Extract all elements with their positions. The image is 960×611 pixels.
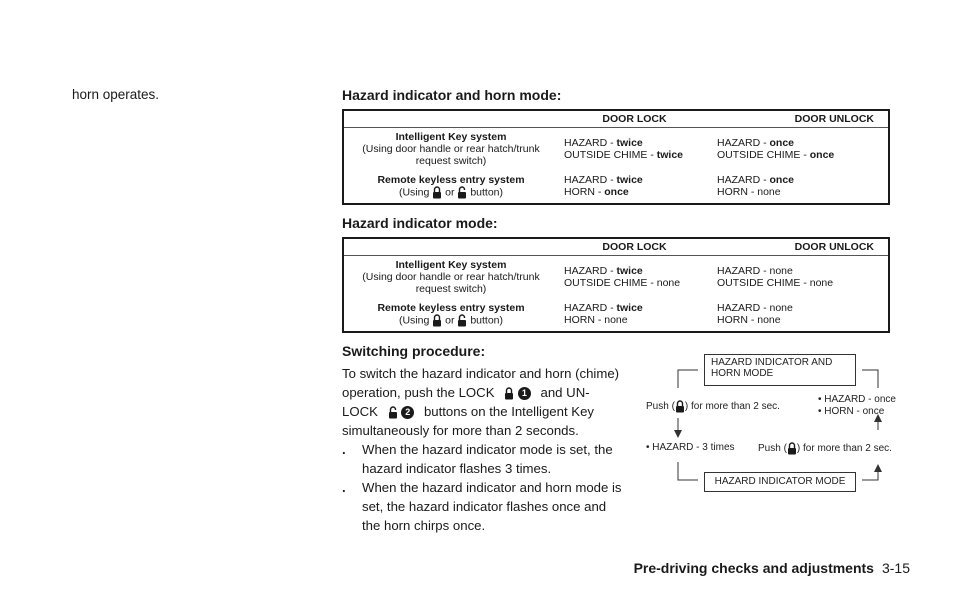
- bullet-item: . When the hazard indicator mode is set, the hazard indicator flashes 3 times.: [342, 442, 613, 476]
- unlock-icon: [457, 186, 467, 199]
- page-number: 3-15: [881, 560, 910, 576]
- lead-text: horn operates.: [72, 87, 160, 102]
- table-row: Intelligent Key system (Using door handle or rear hatch/trunk request switch) HAZARD - twice OUTSIDE CHIME - none HAZARD - none OUTSIDE CHIME - none: [343, 256, 889, 300]
- hazard-table: [342, 237, 890, 333]
- hazard-horn-table: [342, 109, 890, 205]
- section-heading-switching: Switching procedure:: [342, 343, 486, 359]
- section-heading-hazard-horn: Hazard indicator and horn mode:: [342, 87, 562, 103]
- push-instruction-right: Push ( ) for more than 2 sec.: [758, 443, 892, 455]
- table-row: Remote keyless entry system (Using or button) HAZARD - twice HORN - once HAZARD - once HORN - none: [343, 171, 889, 204]
- system-title: Remote keyless entry system: [377, 302, 525, 314]
- horn-mode-result: • HAZARD - once • HORN - once: [818, 394, 896, 417]
- hazard-mode-result: • HAZARD - 3 times: [646, 442, 735, 453]
- table-row: Intelligent Key system (Using door handle or rear hatch/trunk request switch) HAZARD - twice OUTSIDE CHIME - twice HAZARD - once OUTSIDE CHIME - once: [343, 128, 889, 172]
- lock-icon: [504, 387, 514, 400]
- lock-icon: [432, 186, 442, 199]
- switching-paragraph: To switch the hazard indicator and horn (chime) operation, push the LOCK 1 and UN- LOCK 2 buttons on the Intelligent Key simultaneously for more than 2 seconds.: [342, 366, 620, 438]
- bullet-marker: .: [342, 480, 346, 495]
- callout-1-badge: 1: [518, 387, 531, 400]
- column-header: DOOR LOCK: [558, 110, 711, 128]
- hazard-mode-box: HAZARD INDICATOR MODE: [704, 472, 856, 492]
- column-header: DOOR UNLOCK: [711, 238, 889, 256]
- mode-switch-diagram: [640, 348, 915, 503]
- chapter-title: Pre-driving checks and adjustments: [633, 560, 874, 576]
- unlock-icon: [457, 314, 467, 327]
- lock-icon: [432, 314, 442, 327]
- bullet-item: . When the hazard indicator and horn mode is set, the hazard indicator flashes once and the horn chirps once.: [342, 480, 622, 533]
- table-header-row: [343, 110, 889, 128]
- lock-unlock-icon: [675, 400, 685, 413]
- bullet-marker: .: [342, 442, 346, 457]
- callout-2-badge: 2: [401, 406, 414, 419]
- table-header-row: [343, 238, 889, 256]
- unlock-icon: [388, 406, 398, 419]
- lock-unlock-icon: [787, 442, 797, 455]
- hazard-horn-mode-box: HAZARD INDICATOR AND HORN MODE: [704, 354, 856, 386]
- system-title: Intelligent Key system: [395, 131, 507, 143]
- section-heading-hazard: Hazard indicator mode:: [342, 215, 498, 231]
- system-title: Intelligent Key system: [395, 259, 507, 271]
- push-instruction-left: Push ( ) for more than 2 sec.: [646, 401, 780, 413]
- column-header: DOOR UNLOCK: [711, 110, 889, 128]
- column-header: DOOR LOCK: [558, 238, 711, 256]
- page-footer: [634, 560, 910, 576]
- system-title: Remote keyless entry system: [377, 174, 525, 186]
- table-row: Remote keyless entry system (Using or button) HAZARD - twice HORN - none HAZARD - none HORN - none: [343, 299, 889, 332]
